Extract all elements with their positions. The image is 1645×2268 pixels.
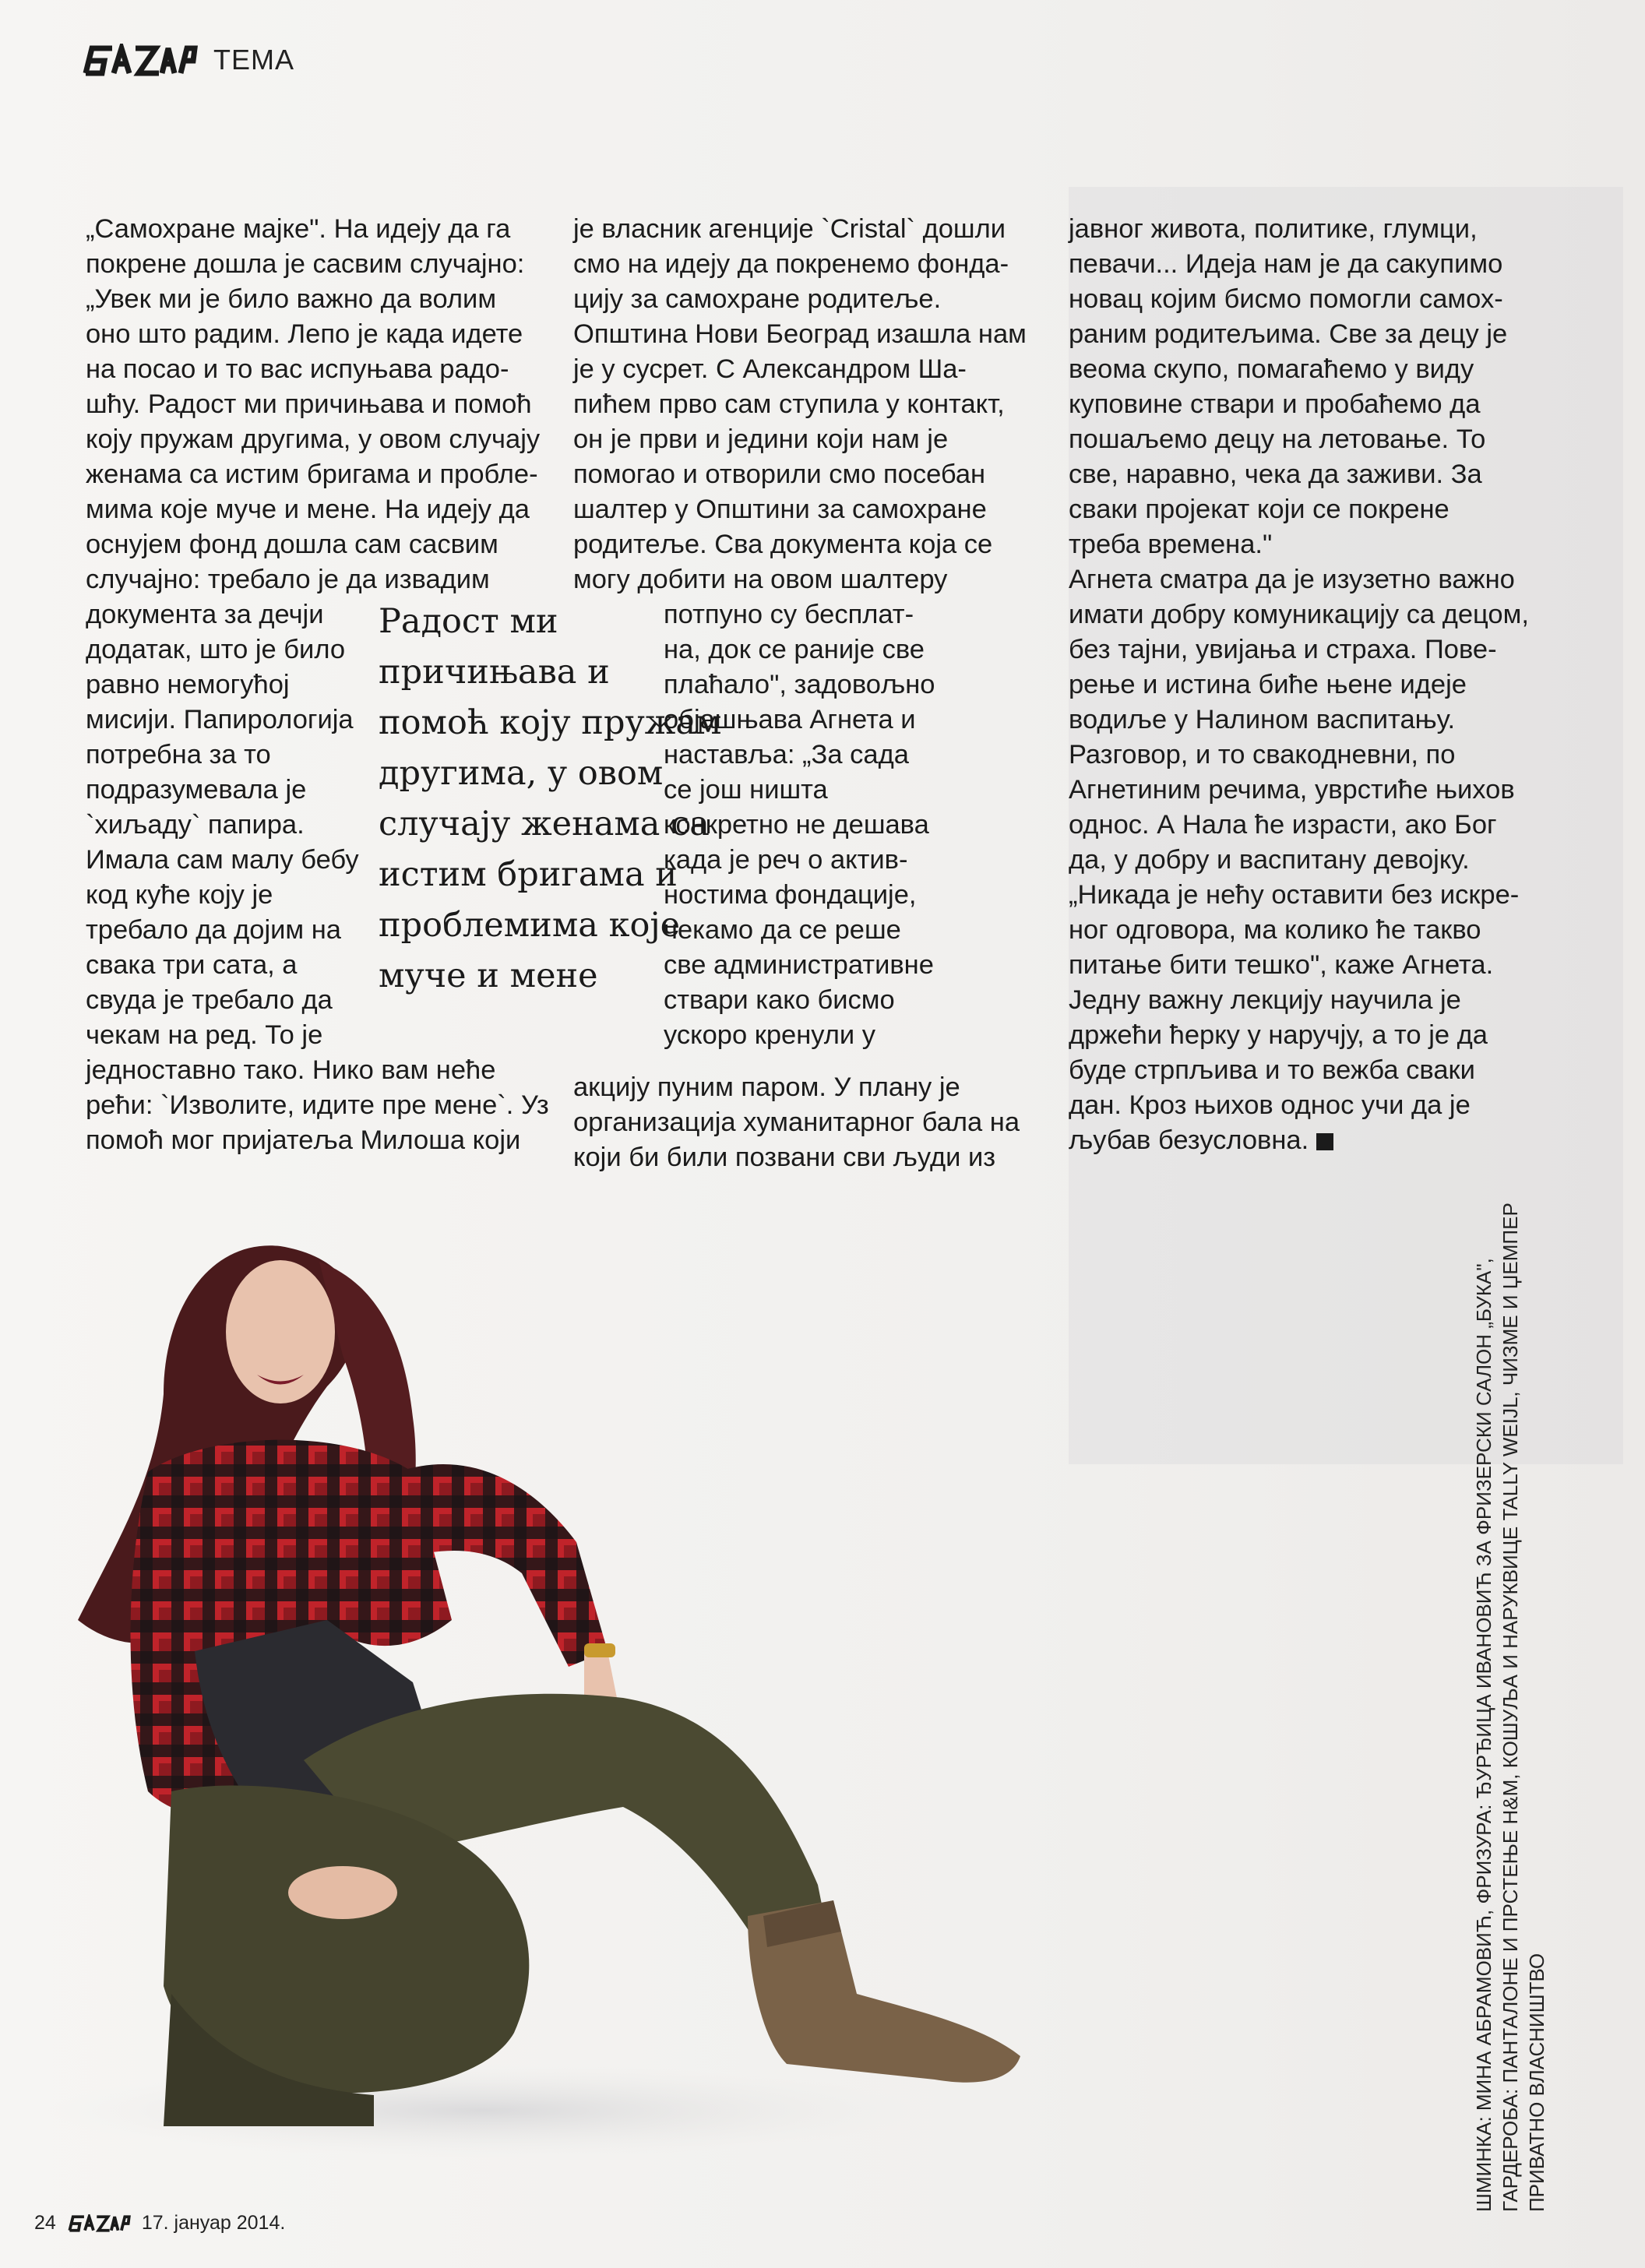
section-label: ТЕМА [213, 44, 295, 76]
text-line: шћу. Радост ми причињава и помоћ [86, 389, 532, 419]
magazine-logo [81, 44, 198, 78]
text-line: ностима фондације, [664, 880, 917, 910]
photo-credits [1471, 1203, 1550, 2212]
text-line: све, наравно, чека да заживи. За [1069, 460, 1482, 489]
text-line: куповине ствари и пробаћемо да [1069, 389, 1481, 419]
text-line: потребна за то [86, 740, 271, 770]
text-line: могу добити на овом шалтеру [573, 565, 948, 594]
text-line: да, у добру и васпитану девојку. [1069, 845, 1470, 875]
text-line: ускоро кренули у [664, 1020, 875, 1050]
text-line: рећи: `Изволите, идите пре мене`. Уз [86, 1090, 549, 1120]
text-line: `хиљаду` папира. [86, 810, 305, 840]
text-line: све административне [664, 950, 934, 980]
text-line: рење и истина биће њене идеје [1069, 670, 1467, 699]
text-line: пошаљемо децу на летовање. То [1069, 424, 1486, 454]
text-line: новац којим бисмо помогли самох- [1069, 284, 1503, 314]
text-line: држећи ћерку у наручју, а то је да [1069, 1020, 1488, 1050]
text-line: који би били позвани сви људи из [573, 1143, 996, 1172]
text-line: је у сусрет. С Александром Ша- [573, 354, 967, 384]
text-line: акцију пуним паром. У плану је [573, 1072, 960, 1102]
text-line: на, док се раније све [664, 635, 925, 664]
text-line: он је први и једини који нам је [573, 424, 949, 454]
text-line: дан. Кроз њихов однос учи да је [1069, 1090, 1471, 1120]
text-line: чекам на ред. То је [86, 1020, 323, 1050]
text-line: подразумевала је [86, 775, 307, 805]
text-line: шалтер у Општини за самохране [573, 495, 987, 524]
text-line: оно што радим. Лепо је када идете [86, 319, 523, 349]
text-line: Једну важну лекцију научила је [1069, 985, 1461, 1015]
text-line: Агнетиним речима, уврстиће њихов [1069, 775, 1515, 805]
text-line: објашњава Агнета и [664, 705, 916, 734]
text-line: пићем прво сам ступила у контакт, [573, 389, 1005, 419]
text-line: родитеље. Сва документа која се [573, 530, 993, 559]
text-line: ствари како бисмо [664, 985, 895, 1015]
pull-quote-line: Радост ми [379, 602, 558, 641]
text-line: Општина Нови Београд изашла нам [573, 319, 1027, 349]
page-number: 24 [34, 2212, 56, 2234]
text-line: имати добру комуникацију са децом, [1069, 600, 1529, 629]
text-line: без тајни, увијања и страха. Пове- [1069, 635, 1497, 664]
text-line: цију за самохране родитеље. [573, 284, 942, 314]
text-line: мима које муче и мене. На идеју да [86, 495, 530, 524]
pull-quote-line: помоћ коју пружам [379, 703, 722, 742]
text-line: помоћ мог пријатеља Милоша који [86, 1125, 521, 1155]
issue-date: 17. јануар 2014. [141, 2212, 286, 2234]
text-line: плаћало", задовољно [664, 670, 935, 699]
text-line: „Увек ми је било важно да волим [86, 284, 497, 314]
text-line: организација хуманитарног бала на [573, 1108, 1020, 1137]
text-line: буде стрпљива и то вежба сваки [1069, 1055, 1475, 1085]
page-footer [34, 2212, 285, 2235]
text-line: код куће коју је [86, 880, 273, 910]
text-line: Разговор, и то свакодневни, по [1069, 740, 1456, 770]
credit-line: ШМИНКА: МИНА АБРАМОВИЋ, ФРИЗУРА: ЂУРЂИЦА ИВАНОВИЋ ЗА ФРИЗЕРСКИ САЛОН „БУКА", [1472, 1258, 1495, 2212]
text-line: раним родитељима. Све за децу је [1069, 319, 1508, 349]
text-line: оснујем фонд дошла сам сасвим [86, 530, 498, 559]
credit-line: ПРИВАТНО ВЛАСНИШТВО [1525, 1953, 1548, 2212]
footer-magazine-logo [67, 2214, 131, 2233]
text-line: документа за дечји [86, 600, 324, 629]
text-line: треба времена." [1069, 530, 1273, 559]
text-line: питање бити тешко", каже Агнета. [1069, 950, 1494, 980]
pull-quote-line: истим бригама и [379, 855, 678, 894]
text-line: ног одговора, ма колико ће такво [1069, 915, 1481, 945]
pull-quote-line: проблемима које [379, 906, 681, 945]
text-line: чекамо да се реше [664, 915, 901, 945]
text-line: коју пружам другима, у овом случају [86, 424, 541, 454]
text-line: „Никада је нећу оставити без искре- [1069, 880, 1520, 910]
text-line: се још ништа [664, 775, 828, 805]
text-line: Агнета сматра да је изузетно важно [1069, 565, 1515, 594]
text-line [1069, 1123, 1529, 1158]
text-line: наставља: „За сада [664, 740, 909, 770]
text-line: када је реч о актив- [664, 845, 908, 875]
text-line: „Самохране мајке". На идеју да га [86, 214, 511, 244]
model-photo [47, 1215, 1067, 2173]
text-line: свуда је требало да [86, 985, 333, 1015]
text-line: равно немогућој [86, 670, 290, 699]
pull-quote-line: муче и мене [379, 956, 598, 995]
text-line: Имала сам малу бебу [86, 845, 359, 875]
pull-quote [379, 597, 721, 1002]
text-line: веома скупо, помагаћемо у виду [1069, 354, 1474, 384]
text-line: водиље у Налином васпитању. [1069, 705, 1456, 734]
end-of-article-mark [1316, 1133, 1333, 1150]
pull-quote-line: случају женама са [379, 805, 710, 843]
text-line: покрене дошла је сасвим случајно: [86, 249, 525, 279]
text-line: помогао и отворили смо посебан [573, 460, 986, 489]
text-line: мисији. Папирологија [86, 705, 354, 734]
text-line: конкретно не дешава [664, 810, 929, 840]
article-column-3 [1069, 212, 1529, 1158]
text-line: на посао и то вас испуњава радо- [86, 354, 509, 384]
text-line: потпуно су бесплат- [664, 600, 914, 629]
text-line: смо на идеју да покренемо фонда- [573, 249, 1009, 279]
text-line: је власник агенције `Cristal` дошли [573, 214, 1006, 244]
text-line: једноставно тако. Нико вам неће [86, 1055, 496, 1085]
text-line: сваки пројекат који се покрене [1069, 495, 1450, 524]
text-line: јавног живота, политике, глумци, [1069, 214, 1478, 244]
text-line: певачи... Идеја нам је да сакупимо [1069, 249, 1503, 279]
pull-quote-line: другима, у овом [379, 754, 664, 793]
text-line: свака три сата, а [86, 950, 298, 980]
text-line: случајно: требало је да извадим [86, 565, 490, 594]
credit-line: ГАРДЕРОБА: ПАНТАЛОНЕ И ПРСТЕЊЕ H&M, КОШУЉА И НАРУКВИЦЕ TALLY WEIJL, ЧИЗМЕ И ЏЕМПЕР [1499, 1203, 1522, 2212]
text-line-final: љубав безусловна. [1069, 1125, 1309, 1155]
text-line: требало да дојим на [86, 915, 341, 945]
text-line: додатак, што је било [86, 635, 346, 664]
pull-quote-line: причињава и [379, 653, 610, 692]
text-line: однос. А Нала ће израсти, ако Бог [1069, 810, 1497, 840]
text-line: женама са истим бригама и пробле- [86, 460, 538, 489]
